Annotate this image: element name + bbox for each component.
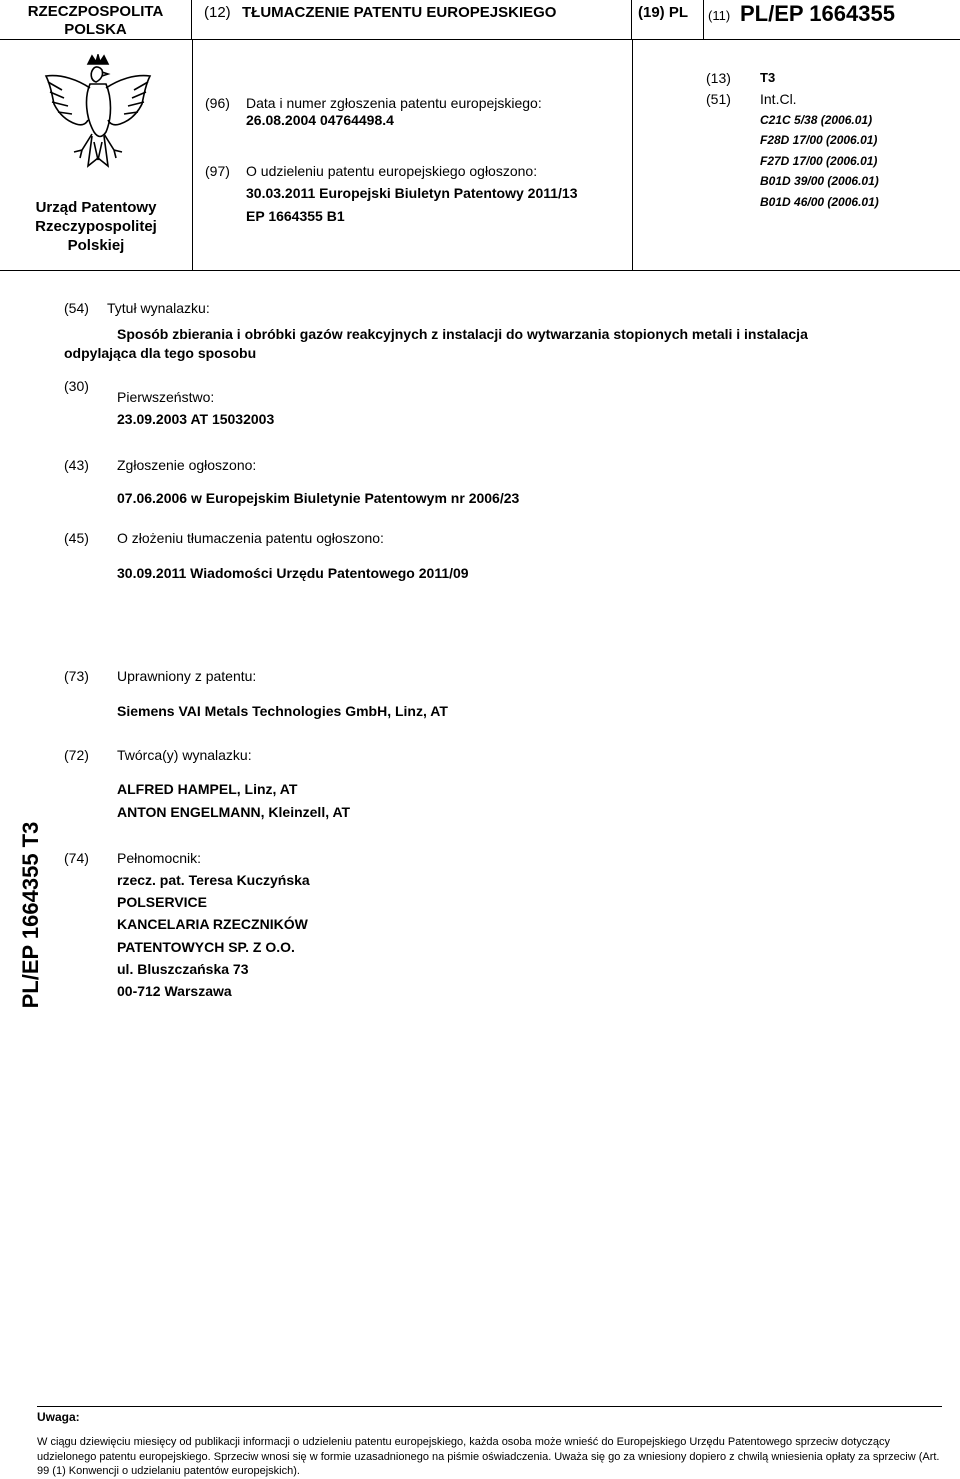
filing-value: 26.08.2004 04764498.4 xyxy=(246,112,394,128)
ipc-class: F27D 17/00 (2006.01) xyxy=(760,154,878,168)
doc-type-code: (12) xyxy=(204,4,231,21)
translation-value: 30.09.2011 Wiadomości Urzędu Patentowego 2011/09 xyxy=(117,565,469,581)
patent-office-name xyxy=(0,198,192,255)
translation-label: O złożeniu tłumaczenia patentu ogłoszono: xyxy=(117,530,384,546)
priority-code: (30) xyxy=(64,378,89,394)
document-type-cell xyxy=(192,0,632,40)
title-label: Tytuł wynalazku: xyxy=(107,300,210,316)
divider xyxy=(632,40,633,270)
side-patent-reference: PL/EP 1664355 T3 xyxy=(18,821,43,1009)
attorney-line: POLSERVICE xyxy=(117,894,207,910)
ipc-class: F28D 17/00 (2006.01) xyxy=(760,133,878,147)
patent-number-cell xyxy=(704,0,960,40)
priority-value: 23.09.2003 AT 15032003 xyxy=(117,411,275,427)
publication-code: (43) xyxy=(64,457,89,473)
ipc-class: B01D 39/00 (2006.01) xyxy=(760,174,879,188)
country-name xyxy=(0,0,192,40)
grant-patent-number: EP 1664355 B1 xyxy=(246,208,345,224)
inventors-code: (72) xyxy=(64,747,89,763)
office-line-3: Polskiej xyxy=(67,237,125,254)
attorney-line: rzecz. pat. Teresa Kuczyńska xyxy=(117,872,310,888)
invention-title-line-1: Sposób zbierania i obróbki gazów reakcyjnych z instalacji do wytwarzania stopionych metali i instalacja xyxy=(117,326,808,342)
patent-number-code: (11) xyxy=(708,8,731,23)
attorney-line: KANCELARIA RZECZNIKÓW xyxy=(117,916,308,932)
inventor-name: ALFRED HAMPEL, Linz, AT xyxy=(117,781,298,797)
publication-value: 07.06.2006 w Europejskim Biuletynie Patentowym nr 2006/23 xyxy=(117,490,520,506)
office-line-1: Urząd Patentowy xyxy=(35,199,157,216)
filing-label: Data i numer zgłoszenia patentu europejskiego: xyxy=(246,95,542,111)
notice-label: Uwaga: xyxy=(37,1410,80,1424)
office-line-2: Rzeczypospolitej xyxy=(35,218,157,235)
attorney-code: (74) xyxy=(64,850,89,866)
kind-code-label: (13) xyxy=(706,70,731,86)
publication-label: Zgłoszenie ogłoszono: xyxy=(117,457,257,473)
grant-code: (97) xyxy=(205,163,230,179)
ipc-class: B01D 46/00 (2006.01) xyxy=(760,195,879,209)
proprietor-code: (73) xyxy=(64,668,89,684)
country-code: (19) PL xyxy=(638,4,689,21)
ipc-code: (51) xyxy=(706,91,731,107)
invention-title-line-2: odpylająca dla tego sposobu xyxy=(64,345,257,361)
proprietor-label: Uprawniony z patentu: xyxy=(117,668,257,684)
filing-code: (96) xyxy=(205,95,230,111)
attorney-label: Pełnomocnik: xyxy=(117,850,202,866)
ipc-label: Int.Cl. xyxy=(760,91,797,107)
country-line-2: POLSKA xyxy=(64,21,127,38)
country-code-cell xyxy=(632,0,704,40)
grant-value: 30.03.2011 Europejski Biuletyn Patentowy 2011/13 xyxy=(246,185,578,201)
ipc-class: C21C 5/38 (2006.01) xyxy=(760,113,873,127)
proprietor-value: Siemens VAI Metals Technologies GmbH, Linz, AT xyxy=(117,703,448,719)
kind-code-value: T3 xyxy=(760,70,776,85)
divider xyxy=(0,270,960,271)
attorney-line: PATENTOWYCH SP. Z O.O. xyxy=(117,939,295,955)
translation-code: (45) xyxy=(64,530,89,546)
inventor-name: ANTON ENGELMANN, Kleinzell, AT xyxy=(117,804,351,820)
country-line-1: RZECZPOSPOLITA xyxy=(27,3,164,20)
patent-number: PL/EP 1664355 xyxy=(740,1,895,26)
attorney-line: ul. Bluszczańska 73 xyxy=(117,961,249,977)
attorney-line: 00-712 Warszawa xyxy=(117,983,232,999)
doc-type-title: TŁUMACZENIE PATENTU EUROPEJSKIEGO xyxy=(242,4,557,21)
notice-text: W ciągu dziewięciu miesięcy od publikacji informacji o udzieleniu patentu europejskiego, każda osoba może wnieść do Europejskiego Urzędu Patentowego sprzeciw dotyczący udzielonego patentu europejskiego. Sprzeciw wnosi się w formie uzasadnionego na piśmie oświadczenia. Uważa się go za wniesiony dopiero z chwilą wniesienia opłaty za sprzeciw (Art. 99 (1) Konwencji o udzielaniu patentów europejskich). xyxy=(37,1436,940,1477)
polish-eagle-emblem-icon xyxy=(38,54,158,184)
grant-label: O udzieleniu patentu europejskiego ogłoszono: xyxy=(246,163,538,179)
inventors-label: Twórca(y) wynalazku: xyxy=(117,747,252,763)
notice-divider xyxy=(37,1406,942,1407)
divider xyxy=(192,40,193,270)
title-code: (54) xyxy=(64,300,89,316)
priority-label: Pierwszeństwo: xyxy=(117,389,215,405)
